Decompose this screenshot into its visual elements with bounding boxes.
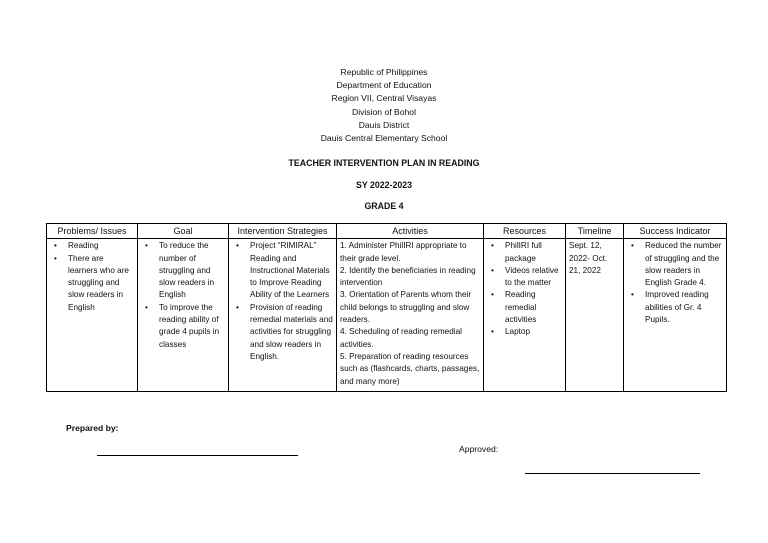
prepared-signature-line	[97, 455, 298, 456]
school-year: SY 2022-2023	[355, 180, 413, 190]
activity-item: 2. Identify the beneficiaries in reading intervention	[340, 265, 476, 288]
list-item: • To improve the reading ability of grade 4 pupils in classes	[159, 302, 225, 351]
header-line: Department of Education	[336, 80, 432, 91]
list-item: • There are learners who are struggling and slow readers in English	[68, 253, 134, 314]
approved-signature-line	[525, 473, 700, 474]
approved-label: Approved:	[459, 444, 499, 454]
activity-item: 5. Preparation of reading resources such as (flashcards, charts, passages, and many more)	[340, 351, 480, 386]
timeline-cell: Sept. 12, 2022- Oct. 21, 2022	[566, 239, 624, 392]
column-header: Resources	[484, 224, 566, 239]
activity-item: 3. Orientation of Parents whom their child belongs to struggling and slow readers.	[340, 290, 472, 325]
list-item: • Reading remedial activities	[505, 289, 562, 326]
list-item: • Reading	[68, 240, 134, 252]
header-line: Division of Bohol	[351, 106, 416, 117]
header-line: Dauis Central Elementary School	[320, 133, 448, 144]
intervention-plan-table	[46, 223, 727, 392]
strategies-cell	[229, 239, 337, 392]
document-header	[0, 66, 768, 145]
column-header: Problems/ Issues	[47, 224, 138, 239]
column-header: Activities	[337, 224, 484, 239]
list-item: • PhilIRI full package	[505, 240, 562, 265]
column-header: Goal	[138, 224, 229, 239]
list-item: • Videos relative to the matter	[505, 265, 562, 290]
table-header-row	[47, 224, 727, 239]
document-title: TEACHER INTERVENTION PLAN IN READING	[288, 158, 480, 168]
header-line: Republic of Philippines	[340, 67, 428, 77]
grade-level: GRADE 4	[364, 201, 404, 211]
activity-item: 4. Scheduling of reading remedial activities.	[340, 327, 462, 349]
column-header: Timeline	[566, 224, 624, 239]
activities-cell	[337, 239, 484, 392]
header-line: Region VII, Central Visayas	[331, 93, 437, 104]
resources-cell	[484, 239, 566, 392]
list-item: • Laptop	[505, 326, 562, 338]
activity-item: 1. Administer PhilIRI appropriate to their grade level.	[340, 241, 467, 263]
success-indicator-cell	[624, 239, 727, 392]
list-item: • Reduced the number of struggling and the slow readers in English Grade 4.	[645, 240, 723, 289]
list-item: • Provision of reading remedial materials and activities for struggling and slow readers in English.	[250, 302, 333, 363]
problems-cell	[47, 239, 138, 392]
list-item: • To reduce the number of struggling and slow readers in English	[159, 240, 225, 301]
goal-cell	[138, 239, 229, 392]
table-row	[47, 239, 727, 392]
list-item: • Improved reading abilities of Gr. 4 Pupils.	[645, 289, 723, 326]
prepared-by-label: Prepared by:	[66, 423, 119, 433]
column-header: Intervention Strategies	[229, 224, 337, 239]
header-line: Dauis District	[358, 119, 410, 130]
column-header: Success Indicator	[624, 224, 727, 239]
list-item: • Project “RIMIRAL” Reading and Instructional Materials to Improve Reading Ability of the Learners	[250, 240, 333, 301]
